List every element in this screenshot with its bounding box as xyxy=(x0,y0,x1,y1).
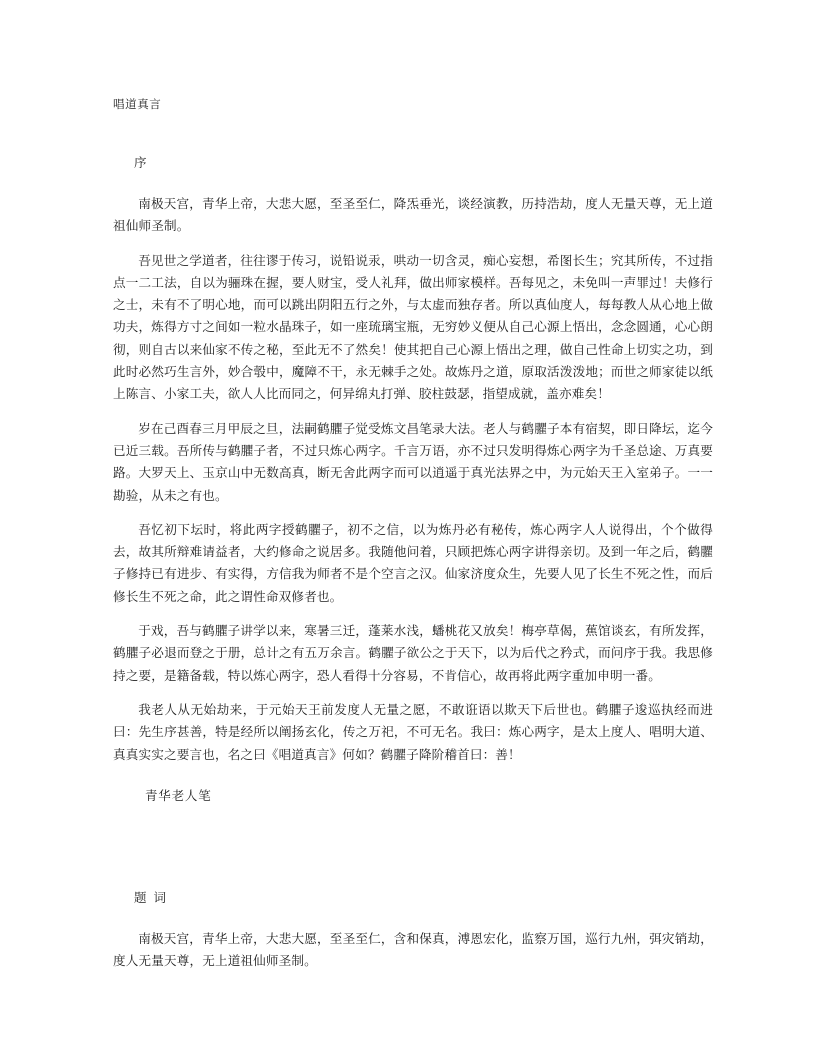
document-content xyxy=(113,96,713,972)
paragraph: 南极天宫，青华上帝，大悲大愿，至圣至仁，降炁垂光，谈经演教，历持浩劫，度人无量天尊，无上道祖仙师圣制。 xyxy=(113,196,713,234)
page-title: 唱道真言 xyxy=(113,97,162,111)
paragraph: 吾忆初下坛时，将此两字授鹤臞子，初不之信，以为炼丹必有秘传，炼心两字人人说得出，个个做得去，故其所辩难请益者，大约修命之说居多。我随他问着，只顾把炼心两字讲得亲切。及到一年之后，鹤臞子修持已有进步、有实得，方信我为师者不是个空言之汉。仙家济度众生，先要人见了长生不死之性，而后修长生不死之命，此之谓性命双修者也。 xyxy=(113,521,713,604)
section-spacer xyxy=(113,805,713,889)
paragraph: 南极天宫，青华上帝，大悲大愿，至圣至仁，含和保真，溥恩宏化，监察万国，巡行九州，弭灾销劫，度人无量天尊，无上道祖仙师圣制。 xyxy=(113,930,713,969)
section-heading-preface: 序 xyxy=(134,155,149,170)
paragraph: 我老人从无始劫来，于元始天王前发度人无量之愿，不敢诳语以欺天下后世也。鹤臞子逡巡执经而进曰：先生序甚善，特是经所以阐扬玄化，传之万祀，不可无名。我曰：炼心两字，是太上度人、唱明大道、真真实实之要言也，名之曰《唱道真言》何如？鹤臞子降阶稽首曰：善！ xyxy=(113,701,713,762)
section-signature-preface: 青华老人笔 xyxy=(145,787,212,803)
paragraph: 吾见世之学道者，往往谬于传习，说铅说汞，哄动一切含灵，痴心妄想，希图长生；究其所传，不过指点一二工法，自以为骊珠在握，要人财宝，受人礼拜，做出师家模样。吾每见之，未免叫一声罪过！夫修行之士，未有不了明心地，而可以跳出阴阳五行之外，与太虚而独存者。所以真仙度人，每每教人从心地上做功夫，炼得方寸之间如一粒水晶珠子，如一座琉璃宝瓶，无穷妙义便从自己心源上悟出，念念圆通，心心朗彻，则自古以来仙家不传之秘，至此无不了然矣！使其把自己心源上悟出之理，做自己性命上切实之功，到此时必然巧生言外，妙合彀中，魔障不干，永无棘手之处。故炼丹之道，原取活泼泼地；而世之师家徒以纸上陈言、小家工夫，欲人人比而同之，何异绵丸打弹、胶柱鼓瑟，指望成就，盖亦难矣！ xyxy=(113,252,713,402)
paragraph: 于戏，吾与鹤臞子讲学以来，寒暑三迁，蓬莱水浅，蟠桃花又放矣！梅亭草偈，蕉馆谈玄，有所发挥，鹤臞子必退而登之于册，总计之有五万余言。鹤臞子欲公之于天下，以为后代之矜式，而问序于我。我思修持之要，是籍备载，特以炼心两字，恐人看得十分容易，不肯信心，故再将此两字重加申明一番。 xyxy=(113,623,713,683)
paragraph: 岁在己酉春三月甲辰之旦，法嗣鹤臞子觉受炼文昌笔录大法。老人与鹤臞子本有宿契，即日降坛，迄今已近三载。吾所传与鹤臞子者，不过只炼心两字。千言万语，亦不过只发明得炼心两字为千圣总途、万真要路。大罗天上、玉京山中无数高真，断无舍此两字而可以逍遥于真光法界之中，为元始天王入室弟子。一一勘验，从未之有也。 xyxy=(113,420,713,503)
section-heading-inscription: 题 词 xyxy=(134,889,168,905)
